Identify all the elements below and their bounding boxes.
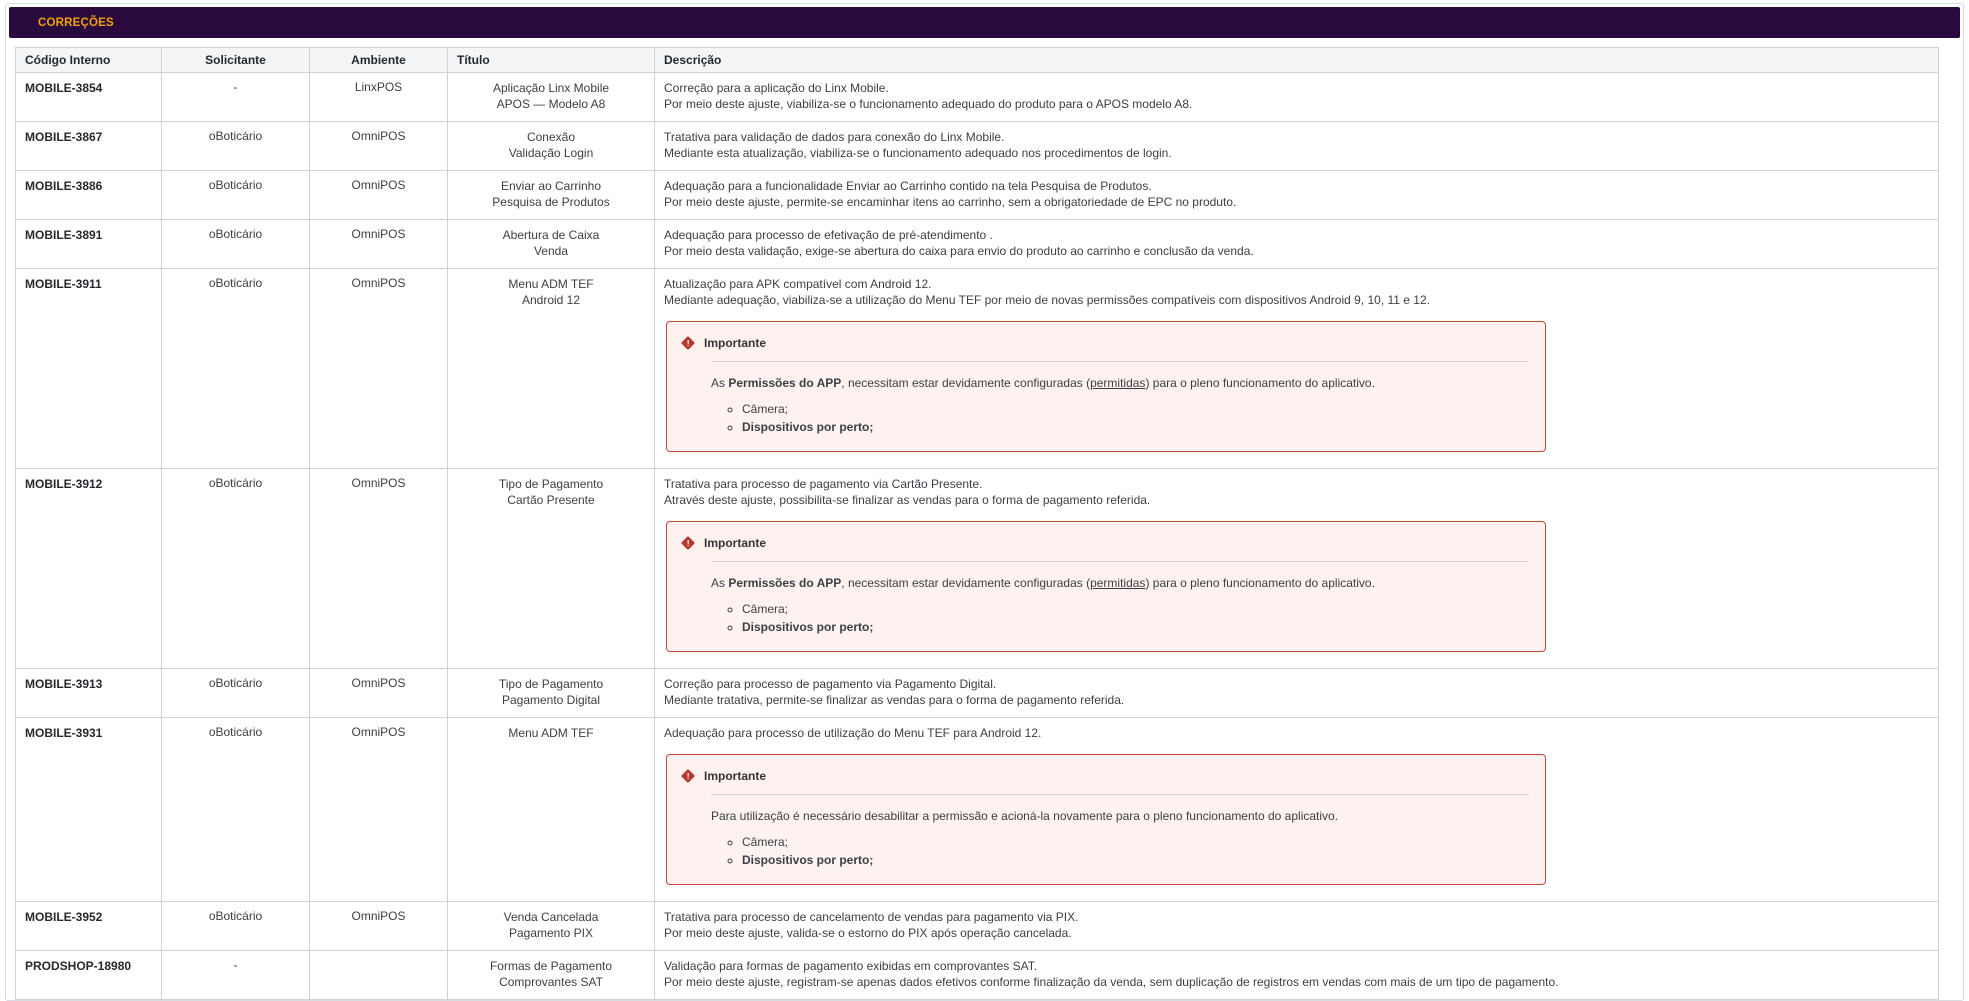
important-diamond-icon: ! bbox=[681, 536, 695, 550]
importante-text bbox=[711, 575, 1529, 591]
cell-codigo-interno bbox=[16, 73, 162, 122]
importante-title: Importante bbox=[704, 769, 767, 783]
importante-list bbox=[711, 833, 1529, 869]
table-row bbox=[16, 718, 1939, 902]
importante-divider bbox=[711, 794, 1529, 795]
cell-solicitante: oBoticário bbox=[162, 269, 310, 469]
titulo-line: Conexão bbox=[526, 130, 576, 144]
titulo-line: Pesquisa de Produtos bbox=[492, 195, 610, 209]
cell-solicitante: - bbox=[162, 951, 310, 1000]
permitidas-link[interactable]: permitidas bbox=[1090, 576, 1146, 590]
importante-list-item: ◦ Câmera; bbox=[742, 400, 1529, 418]
cell-descricao bbox=[655, 220, 1939, 269]
titulo-line: Abertura de Caixa bbox=[502, 228, 600, 242]
column-header-codigo-interno: Código Interno bbox=[16, 48, 162, 73]
row-code: MOBILE-3952 bbox=[25, 910, 103, 924]
row-code: MOBILE-3911 bbox=[25, 277, 102, 291]
titulo-line: Comprovantes SAT bbox=[499, 975, 603, 989]
section-title: CORREÇÕES bbox=[38, 16, 114, 29]
importante-list-item: ◦ Câmera; bbox=[742, 600, 1529, 618]
importante-title: Importante bbox=[704, 536, 767, 550]
importante-admonition bbox=[666, 521, 1546, 652]
descricao-line: Tratativa para validação de dados para conexão do Linx Mobile. bbox=[664, 130, 1005, 144]
plain-text: As bbox=[711, 376, 729, 390]
cell-codigo-interno bbox=[16, 951, 162, 1000]
cell-ambiente: OmniPOS bbox=[310, 718, 448, 902]
cell-solicitante: oBoticário bbox=[162, 220, 310, 269]
column-header-descricao: Descrição bbox=[655, 48, 1939, 73]
column-header-solicitante: Solicitante bbox=[162, 48, 310, 73]
table-row bbox=[16, 122, 1939, 171]
titulo-line: Pagamento PIX bbox=[508, 926, 594, 940]
plain-text: , necessitam estar devidamente configuradas ( bbox=[841, 576, 1091, 590]
table-row bbox=[16, 669, 1939, 718]
table-row bbox=[16, 951, 1939, 1000]
cell-titulo bbox=[448, 469, 655, 669]
cell-codigo-interno bbox=[16, 669, 162, 718]
titulo-line: Menu ADM TEF bbox=[508, 726, 594, 740]
cell-ambiente: OmniPOS bbox=[310, 269, 448, 469]
importante-text bbox=[711, 808, 1529, 824]
descricao-line: Mediante adequação, viabiliza-se a utilização do Menu TEF por meio de novas permissões compatíveis com dispositivos Android 9, 10, 11 e 12. bbox=[664, 293, 1430, 307]
descricao-line: Correção para processo de pagamento via Pagamento Digital. bbox=[664, 677, 997, 691]
importante-header bbox=[683, 334, 1529, 352]
cell-solicitante: oBoticário bbox=[162, 718, 310, 902]
importante-divider bbox=[711, 361, 1529, 362]
important-diamond-icon: ! bbox=[681, 769, 695, 783]
cell-descricao bbox=[655, 718, 1939, 902]
cell-ambiente: OmniPOS bbox=[310, 469, 448, 669]
descricao-line: Tratativa para processo de cancelamento de vendas para pagamento via PIX. bbox=[664, 910, 1079, 924]
descricao-line: Tratativa para processo de pagamento via Cartão Presente. bbox=[664, 477, 983, 491]
row-code: MOBILE-3912 bbox=[25, 477, 103, 491]
titulo-line: Pagamento Digital bbox=[501, 693, 601, 707]
descricao-line: Atualização para APK compatível com Android 12. bbox=[664, 277, 932, 291]
emphasis-text: Permissões do APP bbox=[728, 376, 842, 390]
titulo-line: Cartão Presente bbox=[507, 493, 595, 507]
importante-list bbox=[711, 400, 1529, 436]
cell-titulo bbox=[448, 122, 655, 171]
importante-text bbox=[711, 375, 1529, 391]
plain-text: ) para o pleno funcionamento do aplicativo. bbox=[1145, 576, 1375, 590]
cell-codigo-interno bbox=[16, 902, 162, 951]
section-header bbox=[9, 7, 1960, 38]
titulo-line: APOS — Modelo A8 bbox=[496, 97, 606, 111]
cell-solicitante: oBoticário bbox=[162, 122, 310, 171]
cell-ambiente: OmniPOS bbox=[310, 220, 448, 269]
table-row bbox=[16, 220, 1939, 269]
titulo-line: Android 12 bbox=[521, 293, 581, 307]
row-code: PRODSHOP-18980 bbox=[25, 959, 132, 973]
table-row bbox=[16, 171, 1939, 220]
importante-header bbox=[683, 534, 1529, 552]
titulo-line: Tipo de Pagamento bbox=[498, 677, 604, 691]
plain-text: ) para o pleno funcionamento do aplicativo. bbox=[1145, 376, 1375, 390]
row-code: MOBILE-3886 bbox=[25, 179, 103, 193]
cell-solicitante: oBoticário bbox=[162, 669, 310, 718]
table-header-row bbox=[16, 48, 1939, 73]
descricao-line: Por meio deste ajuste, registram-se apenas dados efetivos conforme finalização da venda, sem duplicação de registros em vendas com mais de um tipo de pagamento. bbox=[664, 975, 1559, 989]
importante-list-item: ◦ Câmera; bbox=[742, 833, 1529, 851]
cell-ambiente: OmniPOS bbox=[310, 122, 448, 171]
titulo-line: Menu ADM TEF bbox=[508, 277, 594, 291]
row-code: MOBILE-3931 bbox=[25, 726, 103, 740]
importante-admonition bbox=[666, 754, 1546, 885]
importante-list bbox=[711, 600, 1529, 636]
cell-ambiente bbox=[310, 951, 448, 1000]
row-code: MOBILE-3867 bbox=[25, 130, 103, 144]
cell-codigo-interno bbox=[16, 220, 162, 269]
plain-text: Para utilização é necessário desabilitar a permissão e acioná-la novamente para o pleno funcionamento do aplicativo. bbox=[711, 809, 1339, 823]
row-code: MOBILE-3913 bbox=[25, 677, 103, 691]
cell-ambiente: OmniPOS bbox=[310, 669, 448, 718]
column-header-ambiente: Ambiente bbox=[310, 48, 448, 73]
titulo-line: Aplicação Linx Mobile bbox=[492, 81, 610, 95]
descricao-line: Através deste ajuste, possibilita-se finalizar as vendas para o forma de pagamento referida. bbox=[664, 493, 1151, 507]
descricao-line: Correção para a aplicação do Linx Mobile. bbox=[664, 81, 889, 95]
cell-codigo-interno bbox=[16, 718, 162, 902]
descricao-line: Por meio deste ajuste, permite-se encaminhar itens ao carrinho, sem a obrigatoriedade de EPC no produto. bbox=[664, 195, 1237, 209]
cell-descricao bbox=[655, 122, 1939, 171]
descricao-line: Por meio deste ajuste, valida-se o estorno do PIX após operação cancelada. bbox=[664, 926, 1072, 940]
descricao-line: Adequação para processo de utilização do Menu TEF para Android 12. bbox=[664, 726, 1042, 740]
importante-admonition bbox=[666, 321, 1546, 452]
cell-titulo bbox=[448, 73, 655, 122]
descricao-line: Mediante tratativa, permite-se finalizar as vendas para o forma de pagamento referida. bbox=[664, 693, 1125, 707]
titulo-line: Formas de Pagamento bbox=[489, 959, 613, 973]
table-row bbox=[16, 902, 1939, 951]
titulo-line: Enviar ao Carrinho bbox=[500, 179, 602, 193]
cell-codigo-interno bbox=[16, 122, 162, 171]
plain-text: , necessitam estar devidamente configuradas ( bbox=[841, 376, 1091, 390]
emphasis-text: Permissões do APP bbox=[728, 576, 842, 590]
table-row bbox=[16, 269, 1939, 469]
cell-ambiente: LinxPOS bbox=[310, 73, 448, 122]
important-diamond-icon: ! bbox=[681, 336, 695, 350]
descricao-line: Validação para formas de pagamento exibidas em comprovantes SAT. bbox=[664, 959, 1038, 973]
cell-descricao bbox=[655, 469, 1939, 669]
cell-titulo bbox=[448, 718, 655, 902]
cell-descricao bbox=[655, 171, 1939, 220]
cell-solicitante: - bbox=[162, 73, 310, 122]
cell-solicitante: oBoticário bbox=[162, 902, 310, 951]
table-row bbox=[16, 73, 1939, 122]
titulo-line: Venda Cancelada bbox=[503, 910, 599, 924]
descricao-line: Adequação para processo de efetivação de pré-atendimento . bbox=[664, 228, 993, 242]
corrections-table-body bbox=[16, 73, 1939, 1000]
corrections-table bbox=[15, 47, 1939, 1000]
importante-list-item: ◦ Dispositivos por perto; bbox=[742, 618, 1529, 636]
cell-codigo-interno bbox=[16, 171, 162, 220]
cell-ambiente: OmniPOS bbox=[310, 171, 448, 220]
importante-header bbox=[683, 767, 1529, 785]
cell-ambiente: OmniPOS bbox=[310, 902, 448, 951]
cell-codigo-interno bbox=[16, 269, 162, 469]
table-row bbox=[16, 469, 1939, 669]
cell-codigo-interno bbox=[16, 469, 162, 669]
plain-text: As bbox=[711, 576, 729, 590]
cell-titulo bbox=[448, 171, 655, 220]
cell-titulo bbox=[448, 269, 655, 469]
cell-titulo bbox=[448, 220, 655, 269]
column-header-titulo: Título bbox=[448, 48, 655, 73]
cell-solicitante: oBoticário bbox=[162, 171, 310, 220]
row-code: MOBILE-3854 bbox=[25, 81, 103, 95]
cell-descricao bbox=[655, 902, 1939, 951]
importante-list-item: ◦ Dispositivos por perto; bbox=[742, 851, 1529, 869]
descricao-line: Mediante esta atualização, viabiliza-se o funcionamento adequado nos procedimentos de login. bbox=[664, 146, 1172, 160]
cell-titulo bbox=[448, 951, 655, 1000]
importante-list-item: ◦ Dispositivos por perto; bbox=[742, 418, 1529, 436]
permitidas-link[interactable]: permitidas bbox=[1090, 376, 1146, 390]
cell-titulo bbox=[448, 669, 655, 718]
row-code: MOBILE-3891 bbox=[25, 228, 103, 242]
importante-title: Importante bbox=[704, 336, 767, 350]
descricao-line: Adequação para a funcionalidade Enviar ao Carrinho contido na tela Pesquisa de Produtos. bbox=[664, 179, 1152, 193]
titulo-line: Venda bbox=[533, 244, 569, 258]
cell-descricao bbox=[655, 669, 1939, 718]
cell-descricao bbox=[655, 73, 1939, 122]
release-notes-panel bbox=[5, 3, 1964, 1001]
titulo-line: Validação Login bbox=[508, 146, 594, 160]
cell-solicitante: oBoticário bbox=[162, 469, 310, 669]
cell-descricao bbox=[655, 951, 1939, 1000]
descricao-line: Por meio deste ajuste, viabiliza-se o funcionamento adequado do produto para o APOS modelo A8. bbox=[664, 97, 1193, 111]
importante-divider bbox=[711, 561, 1529, 562]
titulo-line: Tipo de Pagamento bbox=[498, 477, 604, 491]
descricao-line: Por meio desta validação, exige-se abertura do caixa para envio do produto ao carrinho e conclusão da venda. bbox=[664, 244, 1254, 258]
cell-descricao bbox=[655, 269, 1939, 469]
cell-titulo bbox=[448, 902, 655, 951]
